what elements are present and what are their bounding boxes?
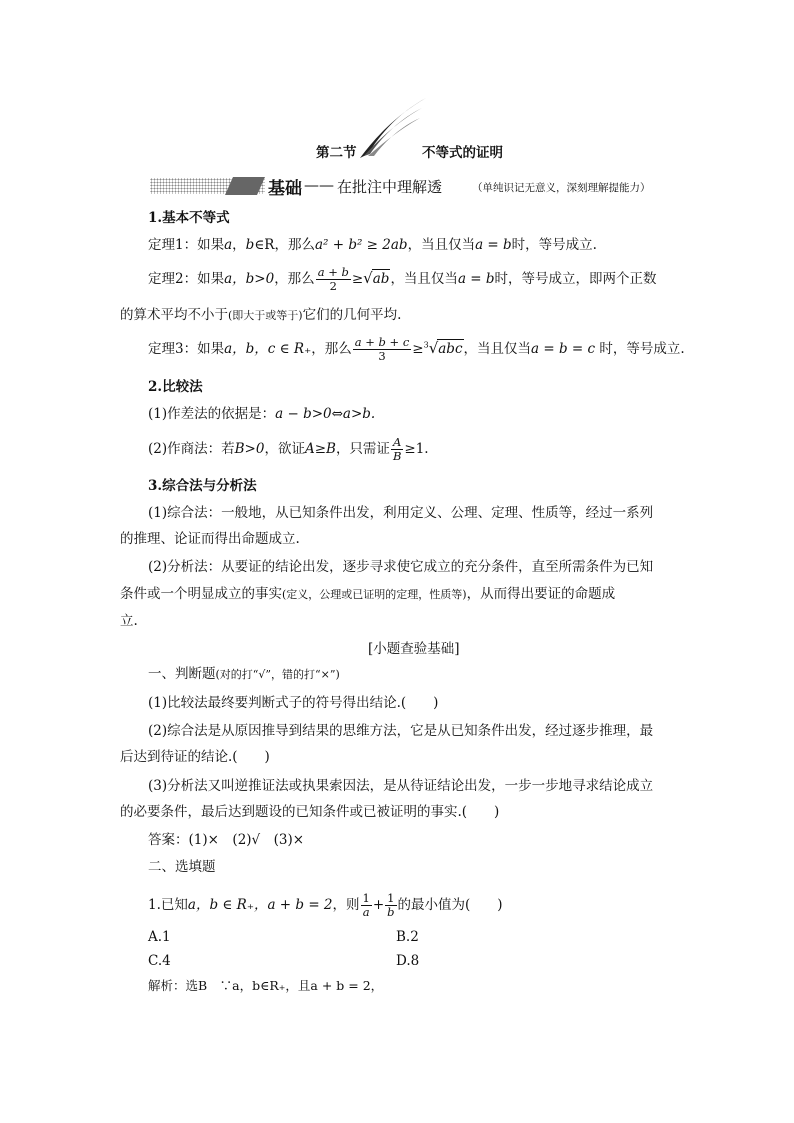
analysis-line-2: 条件或一个明显成立的事实(定义，公理或已证明的定理，性质等)，从而得出要证的命题成 [120,586,616,602]
fraction-a-over-b: $\frac{A}{B}$ [392,435,402,463]
fraction-1-over-a: $\frac{1}{a}$ [362,891,370,919]
judgment-item-2-line-2: 后达到待证的结论.( ) [120,749,270,765]
banner-main: 基础 [268,179,302,199]
solution-line: 解析：选B ∵a，b∈R₊，且a + b = 2， [148,978,384,993]
judgment-answer: 答案：(1)× (2)√ (3)× [148,832,305,848]
comparison-quotient: (2)作商法：若B>0，欲证A≥B，只需证 $\frac{A}{B}$ ≥1. [148,435,429,463]
synthesis-line-2: 的推理、论证而得出命题成立. [120,531,300,547]
choice-question-1: 1.已知a，b ∈ R₊，a + b = 2，则 $\frac{1}{a}$ + $\frac{1}{b}$ 的最小值为( ) [148,891,503,919]
theorem-1: 定理1：如果a，b∈R，那么a² + b² ≥ 2ab，当且仅当a = b时，等号成立. [148,237,597,253]
quiz-section-title: [小题查验基础] [368,641,460,657]
judgment-heading: 一、判断题(对的打“√”，错的打“×”) [148,666,340,682]
comparison-difference: (1)作差法的依据是：a − b>0⇔a>b. [148,406,376,422]
theorem-2: 定理2：如果a，b>0，那么 $\frac{a + b}{2}$ ≥√ab，当且仅当a = b时，等号成立，即两个正数 [148,265,657,293]
banner-sub: 在批注中理解透 [337,178,443,196]
option-c: C.4 [148,953,171,969]
fraction-a-plus-b-over-2: $\frac{a + b}{2}$ [317,265,349,293]
fraction-1-over-b: $\frac{1}{b}$ [387,891,395,919]
analysis-line-1: (2)分析法：从要证的结论出发，逐步寻求使它成立的充分条件，直至所需条件为已知 [148,559,654,575]
option-a: A.1 [148,929,171,945]
option-b: B.2 [396,929,419,945]
heading-comparison: 2.比较法 [148,379,203,395]
choice-heading: 二、选填题 [148,859,216,875]
synthesis-line-1: (1)综合法：一般地，从已知条件出发，利用定义、公理、定理、性质等，经过一系列 [148,505,654,521]
banner-note: （单纯识记无意义，深刻理解提能力） [472,182,651,194]
judgment-item-3-line-1: (3)分析法又叫逆推证法或执果索因法，是从待证结论出发，一步一步地寻求结论成立 [148,778,654,794]
fraction-a-b-c-over-3: $\frac{a + b + c}{3}$ [354,335,410,363]
theorem-3: 定理3：如果a，b，c ∈ R₊，那么 $\frac{a + b + c}{3}$ ≥$^3$√abc，当且仅当a = b = c 时，等号成立. [148,335,685,363]
judgment-item-2-line-1: (2)综合法是从原因推导到结果的思维方法，它是从已知条件出发，经过逐步推理，最 [148,723,654,739]
judgment-item-3-line-2: 的必要条件，最后达到题设的已知条件或已被证明的事实.( ) [120,804,500,820]
heading-basic-inequality: 1.基本不等式 [148,210,230,226]
analysis-line-3: 立. [120,613,138,629]
option-d: D.8 [396,953,420,969]
section-number: 第二节 [316,145,357,161]
banner-dash: —— [304,176,334,194]
swoosh-logo-icon [358,96,428,160]
section-title: 不等式的证明 [422,145,503,161]
heading-synthesis-analysis: 3.综合法与分析法 [148,478,257,494]
theorem-2-line-2: 的算术平均不小于(即大于或等于)它们的几何平均. [120,307,402,323]
judgment-item-1: (1)比较法最终要判断式子的符号得出结论.( ) [148,695,439,711]
